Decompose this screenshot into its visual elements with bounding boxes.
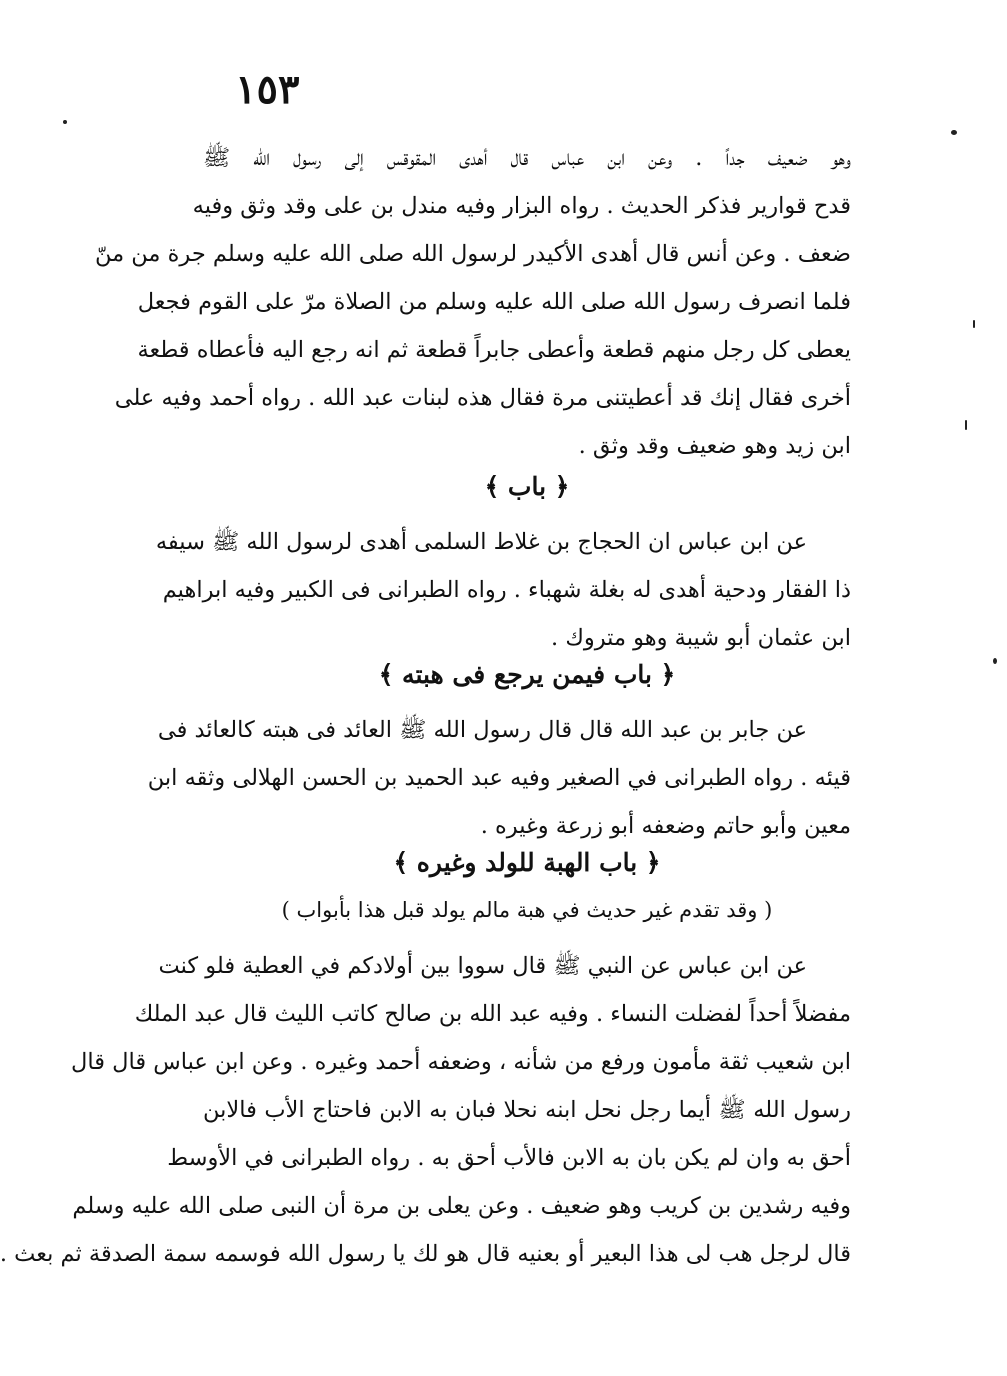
text-line: رسول الله ﷺ أيما رجل نحل ابنه نحلا فبان به الابن فاحتاج الأب فالابن: [203, 1097, 851, 1123]
text-line: قدح قوارير فذكر الحديث . رواه البزار وفيه مندل بن على وقد وثق وفيه: [192, 193, 851, 219]
text-line: عن ابن عباس عن النبي ﷺ قال سووا بين أولادكم في العطية فلو كنت: [158, 953, 807, 979]
text-line: فلما انصرف رسول الله صلى الله عليه وسلم من الصلاة مرّ على القوم فجعل: [137, 289, 851, 315]
text-line: ابن زيد وهو ضعيف وقد وثق .: [578, 433, 851, 459]
section-heading-bab: ﴿ باب ﴾: [484, 472, 570, 501]
text-line: عن جابر بن عبد الله قال قال رسول الله ﷺ العائد فى هبته كالعائد فى: [157, 717, 807, 743]
text-line: قيئه . رواه الطبرانى في الصغير وفيه عبد الحميد بن الحسن الهلالى وثقه ابن: [147, 765, 851, 791]
text-line: أحق به وان لم يكن بان به الابن فالأب أحق به . رواه الطبرانى في الأوسط: [167, 1145, 851, 1171]
text-line: مفضلاً أحداً لفضلت النساء . وفيه عبد الله بن صالح كاتب الليث قال عبد الملك: [134, 1001, 851, 1027]
text-line: وهو ضعيف جداً . وعن ابن عباس قال أهدى المقوقس إلى رسول الله ﷺ: [203, 145, 851, 171]
text-line: ضعف . وعن أنس قال أهدى الأكيدر لرسول الله صلى الله عليه وسلم جرة من منّ: [94, 241, 851, 267]
text-line: وفيه رشدين بن كريب وهو ضعيف . وعن يعلى بن مرة أن النبى صلى الله عليه وسلم: [72, 1193, 851, 1219]
scan-speck: [973, 320, 975, 328]
text-line: ذا الفقار ودحية أهدى له بغلة شهباء . رواه الطبرانى فى الكبير وفيه ابراهيم: [162, 577, 851, 603]
paragraph-1: [94, 134, 851, 470]
text-line: أخرى فقال إنك قد أعطيتنى مرة فقال هذه لبنات عبد الله . رواه أحمد وفيه على: [114, 385, 851, 411]
text-line: يعطى كل رجل منهم قطعة وأعطى جابراً قطعة ثم انه رجع اليه فأعطاه قطعة: [137, 337, 851, 363]
section-heading-gift-to-child: ﴿ باب الهبة للولد وغيره ﴾: [393, 848, 661, 877]
page-number: ١٥٣: [235, 66, 300, 113]
scan-speck: [993, 658, 997, 664]
text-line: معين وأبو حاتم وضعفه أبو زرعة وغيره .: [480, 813, 851, 839]
text-line: ابن عثمان أبو شيبة وهو متروك .: [551, 625, 851, 651]
paragraph-4: [0, 942, 851, 1278]
text-line: عن ابن عباس ان الحجاج بن غلاط السلمى أهدى لرسول الله ﷺ سيفه: [155, 529, 807, 555]
scan-speck: [965, 420, 967, 430]
scan-speck: [63, 120, 67, 124]
text-line: قال لرجل هب لى هذا البعير أو بعنيه قال هو لك يا رسول الله فوسمه سمة الصدقة ثم بعث .: [0, 1241, 851, 1267]
section-note: ( وقد تقدم غير حديث في هبة مالم يولد قبل هذا بأبواب ): [281, 898, 773, 922]
paragraph-2: [155, 518, 851, 662]
paragraph-3: [147, 706, 851, 850]
scan-speck: [951, 130, 957, 135]
text-line: ابن شعيب ثقة مأمون ورفع من شأنه ، وضعفه أحمد وغيره . وعن ابن عباس قال قال: [71, 1049, 851, 1075]
section-heading-return-gift: ﴿ باب فيمن يرجع فى هبته ﴾: [378, 660, 676, 689]
